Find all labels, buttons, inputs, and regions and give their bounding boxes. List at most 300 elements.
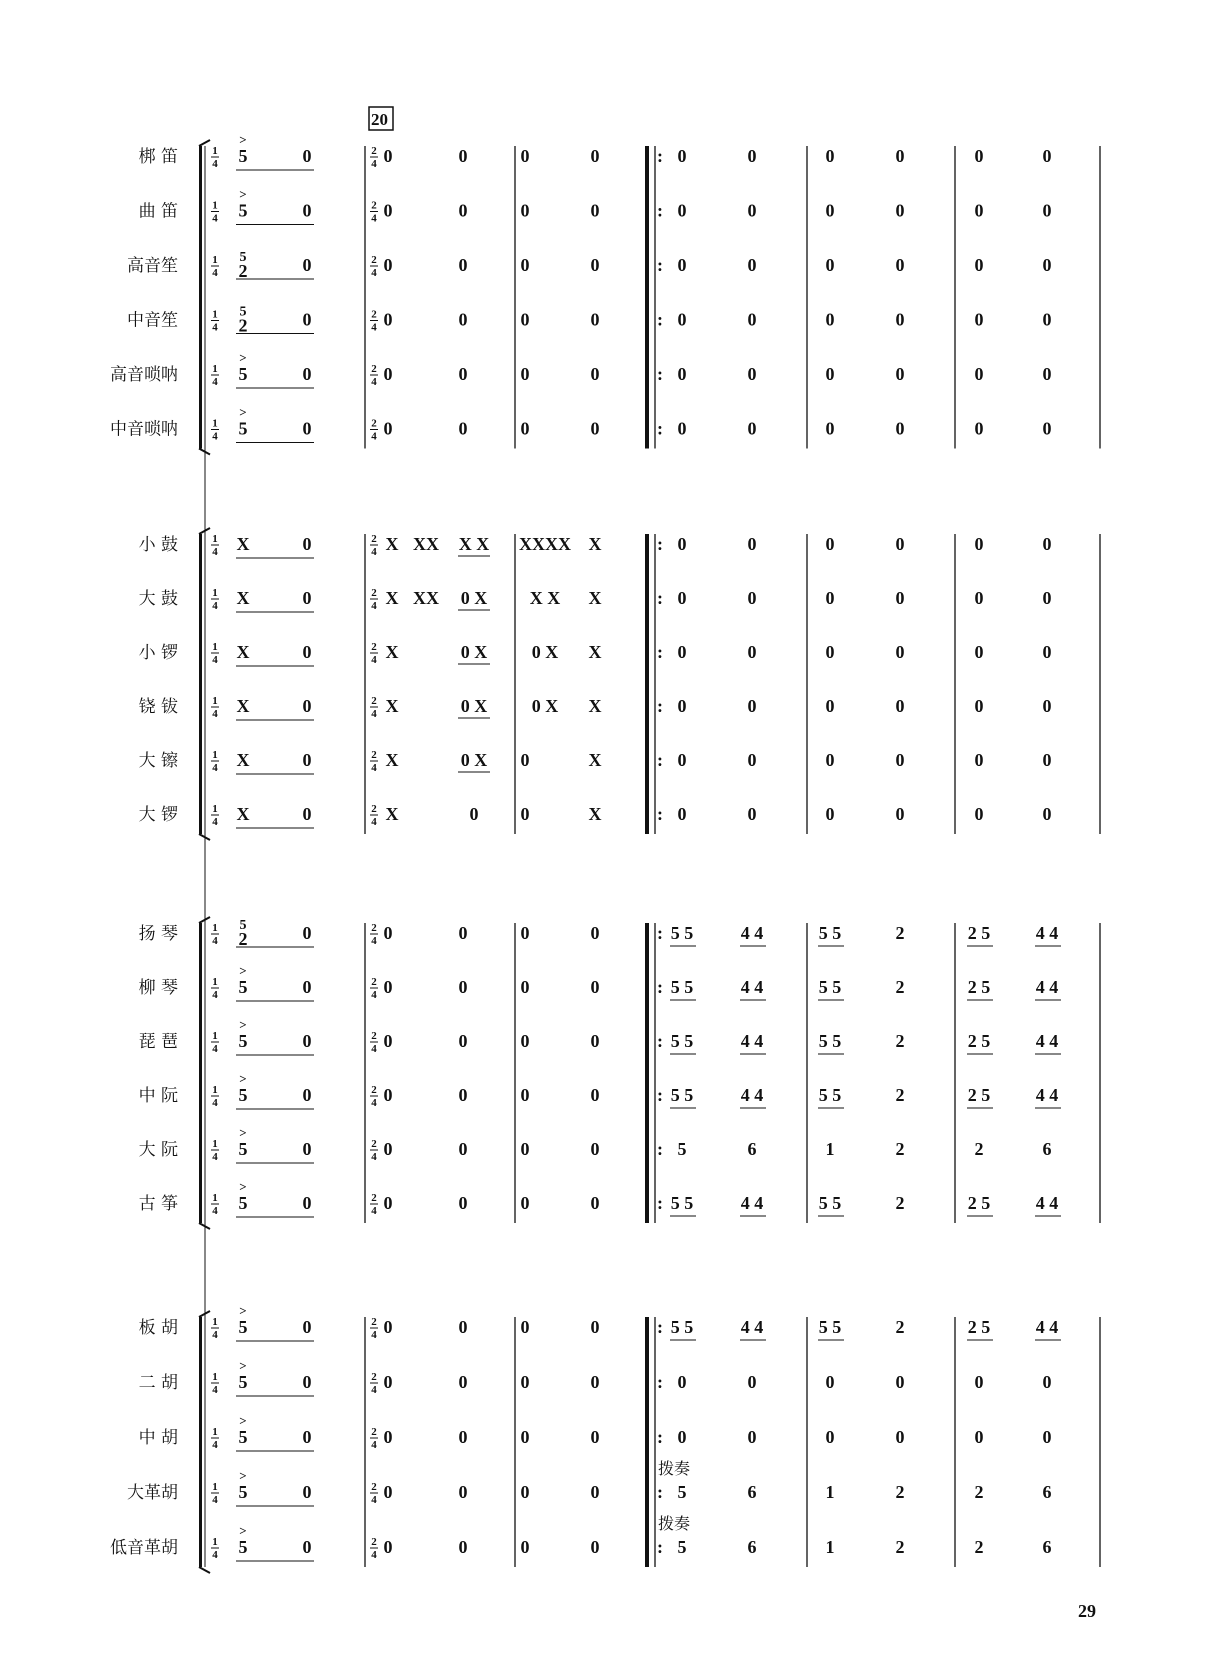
note: 0 xyxy=(520,804,530,824)
note: 5 xyxy=(238,1537,248,1557)
note: 5 xyxy=(238,977,248,997)
instrument-name: 大革胡 xyxy=(127,1483,178,1503)
note: 0 xyxy=(677,750,687,770)
note: 0 xyxy=(974,588,984,608)
note: 5 5 xyxy=(818,977,842,997)
time-signature-numerator: 1 xyxy=(212,308,218,321)
note: 5 xyxy=(677,1537,687,1557)
note: 0 xyxy=(1042,418,1052,439)
note: 0 xyxy=(825,1427,835,1447)
note: 0 xyxy=(520,750,530,770)
note: 0 xyxy=(590,200,600,221)
note: 5 5 xyxy=(670,1193,694,1213)
note: 0 xyxy=(520,1139,530,1159)
note: 0 xyxy=(1042,200,1052,221)
time-signature-numerator: 2 xyxy=(371,1316,377,1328)
note: 0 xyxy=(302,1031,312,1051)
note: 0 xyxy=(302,588,312,608)
repeat-barline-thick xyxy=(645,923,649,1223)
time-signature-numerator: 2 xyxy=(371,1138,377,1150)
note: 0 xyxy=(302,364,312,384)
time-signature-numerator: 1 xyxy=(212,1138,218,1150)
accent-mark: > xyxy=(239,1468,247,1483)
note: 0 xyxy=(974,418,984,439)
note: 0 xyxy=(302,750,312,770)
time-signature-denominator: 4 xyxy=(212,1384,218,1396)
time-signature-numerator: 2 xyxy=(371,1426,377,1438)
repeat-dots: : xyxy=(657,146,663,166)
time-signature-numerator: 1 xyxy=(212,417,218,430)
note: 0 xyxy=(590,1372,600,1392)
instrument-name: 大 鼓 xyxy=(138,589,178,609)
note: 0 xyxy=(590,146,600,166)
note: 0 xyxy=(747,534,757,554)
time-signature-numerator: 1 xyxy=(212,1316,218,1328)
time-signature-numerator: 2 xyxy=(371,587,377,599)
note: 0 xyxy=(458,1139,468,1159)
note: 0 xyxy=(383,146,393,166)
note: X xyxy=(588,750,602,770)
note: 5 5 xyxy=(818,1317,842,1337)
time-signature-numerator: 1 xyxy=(212,363,218,375)
repeat-dots: : xyxy=(657,1317,663,1337)
time-signature-denominator: 4 xyxy=(371,376,377,388)
note: 5 5 xyxy=(670,923,694,943)
note: 0 xyxy=(302,977,312,997)
note: 0 xyxy=(590,1427,600,1447)
pizz-annotation: 拨奏 xyxy=(658,1514,691,1533)
note: 0 xyxy=(458,146,468,166)
time-signature-denominator: 4 xyxy=(371,430,377,443)
instrument-name: 柳 琴 xyxy=(138,978,178,998)
note: 1 xyxy=(825,1139,835,1159)
note: 0 xyxy=(458,364,468,384)
instrument-name: 低音革胡 xyxy=(110,1538,178,1558)
time-signature-denominator: 4 xyxy=(371,546,377,558)
note: 0 xyxy=(974,642,984,662)
note: 0 xyxy=(520,1482,530,1502)
note: 2 xyxy=(974,1482,984,1502)
note: 0 xyxy=(302,1317,312,1337)
time-signature-numerator: 1 xyxy=(212,1426,218,1438)
note: 0 xyxy=(458,1031,468,1051)
note: 0 xyxy=(302,534,312,554)
instrument-name: 中音笙 xyxy=(127,310,178,331)
note: 5 xyxy=(238,1031,248,1051)
note: 5 xyxy=(238,1139,248,1159)
note: 4 4 xyxy=(740,1193,764,1213)
note: 0 xyxy=(520,923,530,943)
note: 2 xyxy=(895,1031,905,1051)
note: 4 4 xyxy=(740,1031,764,1051)
note: X xyxy=(236,642,250,662)
time-signature-numerator: 2 xyxy=(371,749,377,761)
note: 0 xyxy=(520,1372,530,1392)
note: X X xyxy=(529,588,561,608)
time-signature-denominator: 4 xyxy=(371,1097,377,1109)
note: 0 xyxy=(590,418,600,439)
repeat-dots: : xyxy=(657,309,663,330)
time-signature-numerator: 1 xyxy=(212,533,218,545)
note: 0 xyxy=(1042,309,1052,330)
note: 0 xyxy=(383,309,393,330)
note: 0 xyxy=(383,1031,393,1051)
time-signature-numerator: 2 xyxy=(371,1084,377,1096)
time-signature-numerator: 1 xyxy=(212,1192,218,1204)
note: 0 xyxy=(825,255,835,275)
note: 0 xyxy=(383,1482,393,1502)
note: 5 xyxy=(239,304,247,320)
instrument-name: 铙 钹 xyxy=(138,697,178,717)
note: 0 xyxy=(520,1085,530,1105)
note: 5 5 xyxy=(670,1031,694,1051)
time-signature-numerator: 1 xyxy=(212,1536,218,1548)
note: 0 xyxy=(383,1139,393,1159)
note: X xyxy=(236,804,250,824)
note: 0 xyxy=(302,1372,312,1392)
note: 0 xyxy=(895,309,905,330)
system-bracket xyxy=(199,534,202,834)
note: 0 xyxy=(302,146,312,166)
repeat-dots: : xyxy=(657,923,663,943)
note: 0 xyxy=(895,364,905,384)
note: 1 xyxy=(825,1482,835,1502)
note: 4 4 xyxy=(1035,923,1059,943)
note: 0 xyxy=(1042,1427,1052,1447)
time-signature-denominator: 4 xyxy=(371,212,377,225)
note: X xyxy=(385,804,399,824)
accent-mark: > xyxy=(239,186,247,202)
note: 0 xyxy=(1042,146,1052,166)
time-signature-denominator: 4 xyxy=(371,1549,377,1561)
time-signature-denominator: 4 xyxy=(371,1494,377,1506)
accent-mark: > xyxy=(239,963,247,978)
note: 0 xyxy=(520,146,530,166)
note: 0 X xyxy=(460,696,488,716)
note: 0 xyxy=(747,1372,757,1392)
note: 5 xyxy=(238,1085,248,1105)
note: 0 xyxy=(974,364,984,384)
note: X xyxy=(588,588,602,608)
time-signature-denominator: 4 xyxy=(212,321,218,334)
accent-mark: > xyxy=(239,1017,247,1032)
note: 0 xyxy=(520,977,530,997)
note: 0 xyxy=(302,804,312,824)
note: 0 xyxy=(895,255,905,275)
time-signature-denominator: 4 xyxy=(371,267,377,279)
note: 0 xyxy=(677,804,687,824)
time-signature-denominator: 4 xyxy=(212,1151,218,1163)
time-signature-numerator: 1 xyxy=(212,922,218,934)
time-signature-denominator: 4 xyxy=(371,708,377,720)
time-signature-numerator: 2 xyxy=(371,199,377,212)
note: 0 X xyxy=(531,642,559,662)
note: 0 xyxy=(458,200,468,221)
time-signature-numerator: 2 xyxy=(371,976,377,988)
time-signature-denominator: 4 xyxy=(371,1205,377,1217)
note: 0 xyxy=(747,418,757,439)
note: 0 X xyxy=(460,750,488,770)
time-signature-denominator: 4 xyxy=(212,158,218,170)
note: 6 xyxy=(1042,1482,1052,1502)
instrument-name: 大 镲 xyxy=(138,751,178,771)
repeat-dots: : xyxy=(657,977,663,997)
note: 0 xyxy=(458,309,468,330)
note: 0 xyxy=(895,418,905,439)
note: 0 xyxy=(677,1427,687,1447)
note: 2 xyxy=(895,1193,905,1213)
repeat-dots: : xyxy=(657,750,663,770)
note: 0 xyxy=(302,200,312,221)
note: 0 xyxy=(677,146,687,166)
note: 0 xyxy=(302,255,312,275)
accent-mark: > xyxy=(239,1125,247,1140)
note: 0 xyxy=(383,418,393,439)
note: 2 5 xyxy=(967,923,991,943)
repeat-dots: : xyxy=(657,1427,663,1447)
note: 0 xyxy=(458,255,468,275)
accent-mark: > xyxy=(239,132,247,147)
time-signature-numerator: 2 xyxy=(371,641,377,653)
note: 0 xyxy=(747,309,757,330)
note: 0 xyxy=(383,1193,393,1213)
time-signature-denominator: 4 xyxy=(212,376,218,388)
note: X xyxy=(385,642,399,662)
note: 0 xyxy=(825,200,835,221)
note: 6 xyxy=(1042,1139,1052,1159)
time-signature-denominator: 4 xyxy=(212,1439,218,1451)
pizz-annotation: 拨奏 xyxy=(658,1459,691,1478)
note: 4 4 xyxy=(1035,1317,1059,1337)
note: 0 xyxy=(747,200,757,221)
note: XX xyxy=(413,534,439,554)
note: 0 xyxy=(677,588,687,608)
accent-mark: > xyxy=(239,1179,247,1194)
note: 0 xyxy=(677,642,687,662)
note: 0 xyxy=(677,309,687,330)
note: 4 4 xyxy=(1035,1085,1059,1105)
note: 0 xyxy=(458,1317,468,1337)
time-signature-numerator: 2 xyxy=(371,803,377,815)
note: 0 xyxy=(895,588,905,608)
instrument-name: 古 筝 xyxy=(138,1194,178,1214)
time-signature-denominator: 4 xyxy=(212,1205,218,1217)
note: X xyxy=(236,534,250,554)
note: 5 xyxy=(239,918,247,933)
note: X xyxy=(236,696,250,716)
note: X xyxy=(385,588,399,608)
time-signature-denominator: 4 xyxy=(371,158,377,170)
note: 0 xyxy=(747,1427,757,1447)
note: 0 xyxy=(520,418,530,439)
note: 2 xyxy=(895,977,905,997)
time-signature-numerator: 2 xyxy=(371,417,377,430)
note: 0 xyxy=(825,364,835,384)
page-number: 29 xyxy=(1078,1601,1096,1621)
note: 5 xyxy=(677,1482,687,1502)
note: 2 5 xyxy=(967,977,991,997)
note: 0 xyxy=(895,200,905,221)
note: 5 5 xyxy=(818,1085,842,1105)
time-signature-denominator: 4 xyxy=(212,267,218,279)
note: 0 xyxy=(825,804,835,824)
instrument-name: 大 锣 xyxy=(138,805,178,825)
note: 0 xyxy=(383,977,393,997)
instrument-name: 高音笙 xyxy=(127,256,178,276)
time-signature-denominator: 4 xyxy=(371,1439,377,1451)
note: 5 xyxy=(238,1482,248,1502)
repeat-dots: : xyxy=(657,200,663,221)
note: 0 xyxy=(383,923,393,943)
note: 2 xyxy=(238,315,248,336)
note: 5 5 xyxy=(818,1193,842,1213)
time-signature-numerator: 1 xyxy=(212,749,218,761)
note: 5 xyxy=(238,1193,248,1213)
note: 2 xyxy=(895,923,905,943)
note: 5 xyxy=(239,250,247,265)
repeat-dots: : xyxy=(657,1139,663,1159)
repeat-dots: : xyxy=(657,534,663,554)
instrument-name: 中 胡 xyxy=(138,1428,178,1448)
note: 0 xyxy=(302,642,312,662)
note: 6 xyxy=(747,1537,757,1557)
note: 0 xyxy=(895,1372,905,1392)
note: 0 xyxy=(590,1031,600,1051)
accent-mark: > xyxy=(239,404,247,420)
time-signature-denominator: 4 xyxy=(371,1329,377,1341)
note: 0 xyxy=(747,146,757,166)
note: 0 xyxy=(1042,750,1052,770)
repeat-dots: : xyxy=(657,1372,663,1392)
note: 0 xyxy=(974,1372,984,1392)
note: XX xyxy=(413,588,439,608)
time-signature-numerator: 2 xyxy=(371,922,377,934)
note: 0 xyxy=(302,418,312,439)
note: 0 xyxy=(895,1427,905,1447)
note: XXXX xyxy=(519,534,571,554)
note: 0 xyxy=(383,1427,393,1447)
note: 0 xyxy=(458,1482,468,1502)
note: 0 xyxy=(458,1427,468,1447)
note: 0 xyxy=(895,534,905,554)
time-signature-denominator: 4 xyxy=(371,762,377,774)
note: 0 xyxy=(747,750,757,770)
time-signature-denominator: 4 xyxy=(212,430,218,443)
time-signature-numerator: 1 xyxy=(212,1371,218,1383)
time-signature-denominator: 4 xyxy=(371,600,377,612)
repeat-dots: : xyxy=(657,255,663,275)
note: 0 xyxy=(895,642,905,662)
note: 0 xyxy=(825,418,835,439)
time-signature-denominator: 4 xyxy=(212,600,218,612)
note: 5 xyxy=(677,1139,687,1159)
note: 0 xyxy=(825,309,835,330)
time-signature-denominator: 4 xyxy=(212,1549,218,1561)
repeat-dots: : xyxy=(657,696,663,716)
note: X xyxy=(385,534,399,554)
note: 0 xyxy=(458,1537,468,1557)
note: 0 xyxy=(590,1482,600,1502)
note: 0 xyxy=(974,146,984,166)
time-signature-denominator: 4 xyxy=(212,708,218,720)
note: 1 xyxy=(825,1537,835,1557)
time-signature-numerator: 1 xyxy=(212,587,218,599)
time-signature-numerator: 1 xyxy=(212,803,218,815)
time-signature-denominator: 4 xyxy=(212,1097,218,1109)
time-signature-denominator: 4 xyxy=(212,1043,218,1055)
note: 4 4 xyxy=(1035,977,1059,997)
time-signature-numerator: 2 xyxy=(371,1536,377,1548)
note: 0 xyxy=(1042,804,1052,824)
note: 0 xyxy=(520,255,530,275)
note: 0 xyxy=(383,1317,393,1337)
note: X xyxy=(236,750,250,770)
note: 2 xyxy=(895,1317,905,1337)
note: 0 xyxy=(520,1427,530,1447)
time-signature-denominator: 4 xyxy=(212,935,218,947)
note: 0 xyxy=(895,146,905,166)
note: 2 xyxy=(238,261,248,281)
note: 5 5 xyxy=(670,1085,694,1105)
note: 5 xyxy=(238,200,248,221)
note: 0 xyxy=(974,1427,984,1447)
note: X xyxy=(588,642,602,662)
note: 0 xyxy=(825,1372,835,1392)
note: 0 xyxy=(590,977,600,997)
note: 0 xyxy=(590,923,600,943)
note: 2 xyxy=(895,1537,905,1557)
repeat-dots: : xyxy=(657,418,663,439)
bracket-top-hook xyxy=(199,140,210,146)
note: 0 xyxy=(302,1085,312,1105)
note: 0 xyxy=(677,255,687,275)
note: 0 xyxy=(520,1537,530,1557)
note: 0 xyxy=(677,200,687,221)
accent-mark: > xyxy=(239,1303,247,1318)
note: 0 xyxy=(302,309,312,330)
time-signature-denominator: 4 xyxy=(212,816,218,828)
note: 0 xyxy=(1042,696,1052,716)
repeat-dots: : xyxy=(657,642,663,662)
note: 0 xyxy=(302,1139,312,1159)
note: 5 5 xyxy=(818,923,842,943)
note: 0 xyxy=(302,1193,312,1213)
note: 5 xyxy=(238,1372,248,1392)
instrument-name: 梆 笛 xyxy=(138,147,178,167)
instrument-name: 琵 琶 xyxy=(138,1032,178,1052)
note: 0 xyxy=(1042,364,1052,384)
note: 5 5 xyxy=(670,1317,694,1337)
note: 0 xyxy=(1042,642,1052,662)
note: 2 xyxy=(974,1139,984,1159)
time-signature-numerator: 2 xyxy=(371,145,377,157)
time-signature-denominator: 4 xyxy=(212,1329,218,1341)
time-signature-numerator: 1 xyxy=(212,976,218,988)
note: 0 xyxy=(383,200,393,221)
note: 2 5 xyxy=(967,1031,991,1051)
note: 0 X xyxy=(531,696,559,716)
note: 0 xyxy=(302,923,312,943)
note: 0 xyxy=(974,534,984,554)
time-signature-numerator: 2 xyxy=(371,1371,377,1383)
note: 0 xyxy=(747,255,757,275)
note: 0 xyxy=(520,200,530,221)
note: 0 xyxy=(747,588,757,608)
repeat-barline-thick xyxy=(645,146,649,449)
time-signature-denominator: 4 xyxy=(212,546,218,558)
time-signature-numerator: 2 xyxy=(371,254,377,266)
instrument-name: 小 锣 xyxy=(138,643,178,663)
